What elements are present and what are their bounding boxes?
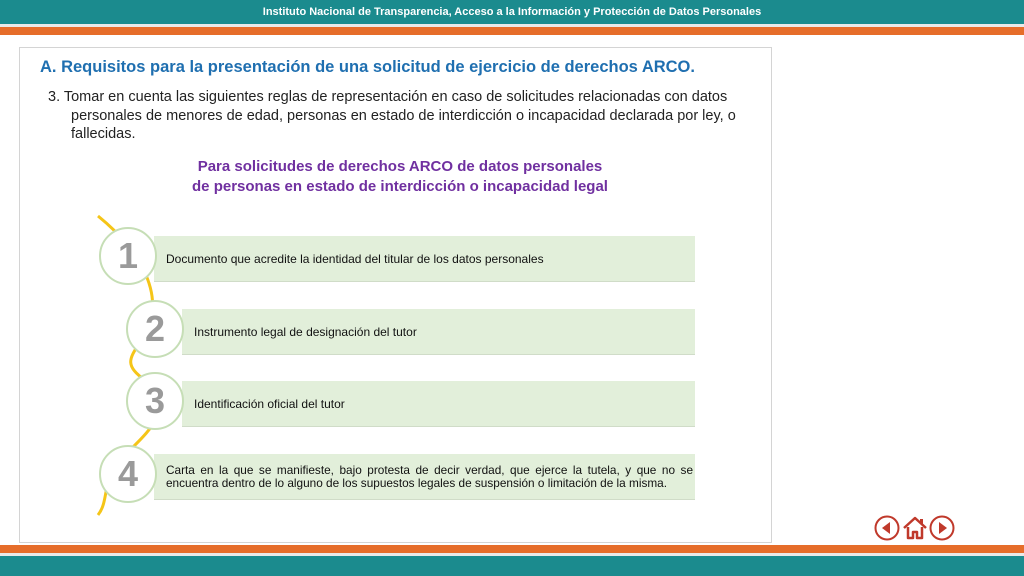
step-2-number-circle xyxy=(126,300,184,358)
home-button[interactable] xyxy=(902,515,928,541)
step-3-number-circle xyxy=(126,372,184,430)
next-button[interactable] xyxy=(929,515,955,541)
step-3-number: 3 xyxy=(144,380,166,421)
step-1-number: 1 xyxy=(117,235,139,276)
step-3-bar xyxy=(182,381,695,427)
step-2-number: 2 xyxy=(144,308,166,349)
back-button[interactable] xyxy=(874,515,900,541)
arrow-left-icon xyxy=(874,515,900,541)
arrow-right-icon xyxy=(929,515,955,541)
footer-accent-stripe xyxy=(0,545,1024,553)
step-1-number-circle xyxy=(99,227,157,285)
step-3-text: Identificación oficial del tutor xyxy=(194,396,345,411)
step-1-text: Documento que acredite la identidad del titular de los datos personales xyxy=(166,251,544,266)
header-title: Instituto Nacional de Transparencia, Acceso a la Información y Protección de Datos Personales xyxy=(262,6,762,18)
step-4-bar xyxy=(154,454,695,500)
step-4-number: 4 xyxy=(117,453,139,494)
home-icon xyxy=(902,515,928,541)
step-2-bar xyxy=(182,309,695,355)
slide-heading: A. Requisitos para la presentación de una solicitud de ejercicio de derechos ARCO. xyxy=(40,58,695,76)
subtitle-line-1: Para solicitudes de derechos ARCO de datos personales xyxy=(197,158,603,175)
footer-bar xyxy=(0,556,1024,576)
subtitle-line-2: de personas en estado de interdicción o incapacidad legal xyxy=(192,178,608,195)
step-4-text: Carta en la que se manifieste, bajo protesta de decir verdad, que ejerce la tutela, y que no se encuentra dentro de lo alguno de los supuestos legales de suspensión o limitación de la misma. xyxy=(166,462,693,490)
step-4-number-circle xyxy=(99,445,157,503)
step-1-bar xyxy=(154,236,695,282)
step-2-text: Instrumento legal de designación del tutor xyxy=(194,324,417,339)
rule-paragraph: 3. Tomar en cuenta las siguientes reglas de representación en caso de solicitudes relacionadas con datos personales de menores de edad, personas en estado de interdicción o incapacidad declarada por ley, o fallecidas. xyxy=(48,89,736,142)
